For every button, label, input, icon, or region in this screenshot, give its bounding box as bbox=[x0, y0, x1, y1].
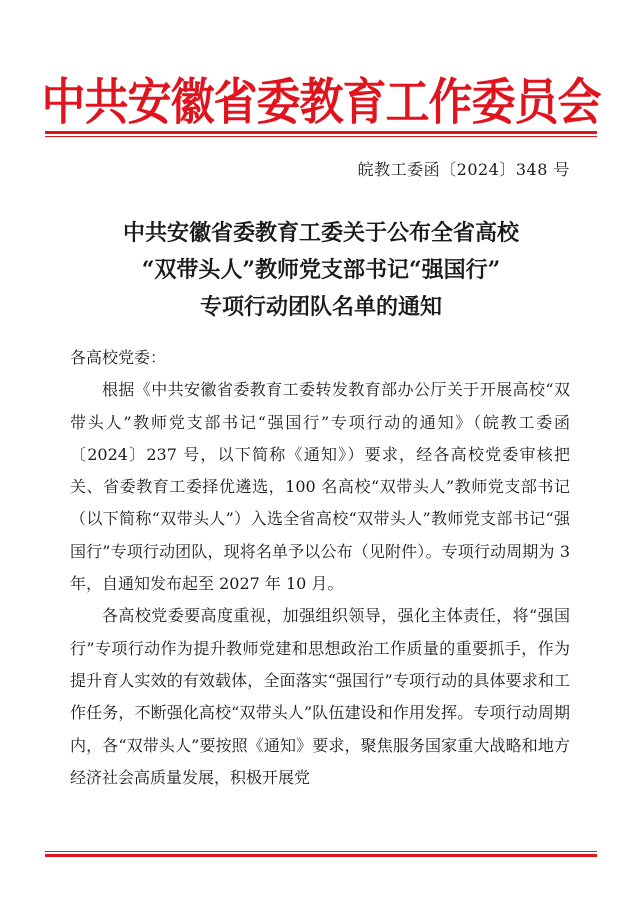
title-line-1: 中共安徽省委教育工委关于公布全省高校 bbox=[122, 220, 519, 246]
document-title bbox=[0, 215, 642, 326]
body-paragraph-2: 各高校党委要高度重视，加强组织领导，强化主体责任，将“强国行”专项行动作为提升教师党建和思想政治工作质量的重要抓手，作为提升育人实效的有效载体，全面落实“强国行”专项行动的具体要求和工作任务，不断强化高校“双带头人”队伍建设和作用发挥。专项行动周期内，各“双带头人”要按照《通知》要求，聚焦服务国家重大战略和地方经济社会高质量发展，积极开展党 bbox=[70, 606, 570, 787]
header-red-rule-thick bbox=[45, 131, 597, 134]
title-line-3: 专项行动团队名单的通知 bbox=[199, 294, 442, 320]
footer-red-rule-thick bbox=[45, 854, 597, 857]
body-paragraph-1: 根据《中共安徽省委教育工委转发教育部办公厅关于开展高校“双带头人”教师党支部书记“强国行”专项行动的通知》（皖教工委函〔2024〕237 号，以下简称《通知》）要求，经各高校党委审核把关、省委教育工委择优遴选，100 名高校“双带头人”教师党支部书记（以下简称“双带头人”）入选全省高校“双带头人”教师党支部书记“强国行”专项行动团队，现将名单予以公布（见附件）。专项行动周期为 3 年，自通知发布起至 2027 年 10 月。 bbox=[70, 380, 570, 594]
footer-red-rule-thin bbox=[45, 851, 597, 852]
salutation: 各高校党委： bbox=[70, 348, 167, 367]
title-line-2: “双带头人”教师党支部书记“强国行” bbox=[141, 257, 501, 283]
issuing-org-header: 中共安徽省委教育工作委员会 bbox=[41, 74, 601, 132]
header-red-rule-thin bbox=[45, 136, 597, 137]
document-body bbox=[70, 342, 570, 794]
document-number: 皖教工委函〔2024〕348 号 bbox=[357, 160, 570, 179]
